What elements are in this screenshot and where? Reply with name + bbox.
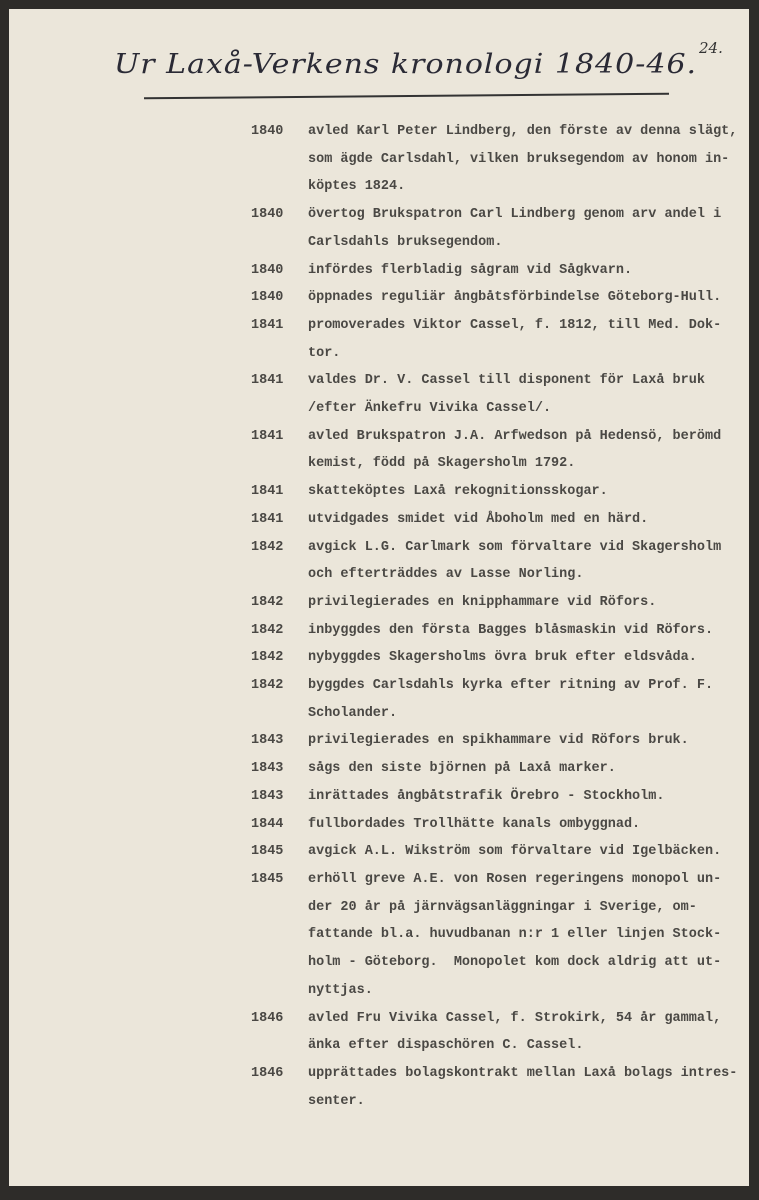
chronology-entry bbox=[242, 257, 737, 285]
entry-line: avled Karl Peter Lindberg, den förste av denna slägt, bbox=[308, 124, 738, 139]
entry-text bbox=[308, 617, 713, 645]
entry-line: byggdes Carlsdahls kyrka efter ritning av Prof. F. bbox=[308, 678, 714, 694]
entry-text bbox=[308, 672, 713, 727]
entry-text bbox=[308, 811, 640, 839]
entry-line: köptes 1824. bbox=[308, 179, 406, 195]
entry-year: 1841 bbox=[251, 511, 284, 527]
entry-line: avled Brukspatron J.A. Arfwedson på Hedensö, berömd bbox=[308, 428, 722, 444]
entry-line: Carlsdahls bruksegendom. bbox=[308, 234, 503, 250]
entry-year: 1841 bbox=[251, 428, 284, 444]
entry-line: skatteköptes Laxå rekognitionsskogar. bbox=[308, 484, 608, 500]
entry-line: infördes flerbladig sågram vid Sågkvarn. bbox=[308, 262, 633, 278]
entry-line: inrättades ångbåtstrafik Örebro - Stockholm. bbox=[308, 788, 665, 804]
entry-line: nyttjas. bbox=[308, 982, 373, 998]
chronology-entry bbox=[242, 783, 737, 811]
title-underline bbox=[144, 93, 669, 99]
chronology-entry bbox=[242, 478, 737, 506]
entry-text bbox=[308, 838, 721, 866]
entry-text bbox=[308, 478, 608, 506]
page-number: 24. bbox=[699, 39, 723, 57]
chronology-entry bbox=[242, 727, 737, 755]
entry-year: 1841 bbox=[251, 317, 284, 333]
entry-text bbox=[308, 423, 721, 478]
entry-year: 1840 bbox=[251, 207, 284, 223]
chronology-entry bbox=[242, 312, 737, 367]
entry-year: 1840 bbox=[251, 262, 284, 278]
entry-line: holm - Göteborg. Monopolet kom dock aldrig att ut- bbox=[308, 955, 722, 971]
chronology-entry bbox=[242, 617, 737, 645]
entry-text bbox=[308, 284, 721, 312]
entry-year: 1845 bbox=[251, 871, 284, 887]
entry-text bbox=[308, 506, 648, 534]
entry-line: tor. bbox=[308, 345, 341, 361]
entry-year: 1843 bbox=[251, 761, 284, 777]
entry-year: 1846 bbox=[251, 1010, 284, 1026]
entry-line: fullbordades Trollhätte kanals ombyggnad. bbox=[308, 816, 641, 832]
entry-text bbox=[308, 257, 632, 285]
chronology-entry bbox=[242, 423, 737, 478]
entry-text bbox=[308, 312, 721, 367]
entry-line: Scholander. bbox=[308, 705, 398, 721]
document-page bbox=[9, 9, 749, 1186]
entry-text bbox=[308, 367, 705, 422]
entry-line: privilegierades en spikhammare vid Röfors bruk. bbox=[308, 733, 689, 749]
entry-line: promoverades Viktor Cassel, f. 1812, till Med. Dok- bbox=[308, 317, 722, 333]
entry-line: utvidgades smidet vid Åboholm med en härd. bbox=[308, 511, 649, 527]
chronology-entry bbox=[242, 367, 737, 422]
entry-line: erhöll greve A.E. von Rosen regeringens monopol un- bbox=[308, 871, 722, 887]
entry-line: der 20 år på järnvägsanläggningar i Sverige, om- bbox=[308, 899, 697, 915]
entry-year: 1840 bbox=[251, 124, 284, 139]
chronology-entry bbox=[242, 838, 737, 866]
entry-text bbox=[308, 1060, 737, 1115]
entry-text bbox=[308, 644, 697, 672]
entry-line: senter. bbox=[308, 1093, 365, 1109]
entry-year: 1842 bbox=[251, 650, 284, 666]
chronology-entry bbox=[242, 811, 737, 839]
handwritten-title: Ur Laxå-Verkens kronologi 1840-46. bbox=[114, 48, 698, 81]
entry-year: 1841 bbox=[251, 484, 284, 500]
entry-line: privilegierades en knipphammare vid Röfors. bbox=[308, 594, 657, 610]
entry-year: 1843 bbox=[251, 733, 284, 749]
chronology-entry bbox=[242, 672, 737, 727]
entry-line: kemist, född på Skagersholm 1792. bbox=[308, 456, 576, 472]
chronology-entry bbox=[242, 284, 737, 312]
chronology-entry bbox=[242, 506, 737, 534]
chronology-entry bbox=[242, 866, 737, 1005]
entry-year: 1840 bbox=[251, 290, 284, 306]
entry-text bbox=[308, 755, 616, 783]
entry-year: 1843 bbox=[251, 788, 284, 804]
chronology-entry bbox=[242, 755, 737, 783]
entry-text bbox=[308, 534, 721, 589]
entry-line: och efterträddes av Lasse Norling. bbox=[308, 567, 584, 583]
entry-text bbox=[308, 118, 737, 201]
entry-line: valdes Dr. V. Cassel till disponent för Laxå bruk bbox=[308, 373, 705, 389]
entry-text bbox=[308, 727, 689, 755]
chronology-list bbox=[242, 118, 737, 1115]
entry-line: avgick A.L. Wikström som förvaltare vid Igelbäcken. bbox=[308, 844, 722, 860]
chronology-entry bbox=[242, 201, 737, 256]
entry-text bbox=[308, 1005, 721, 1060]
chronology-entry bbox=[242, 589, 737, 617]
entry-line: avgick L.G. Carlmark som förvaltare vid Skagersholm bbox=[308, 539, 722, 555]
entry-line: /efter Änkefru Vivika Cassel/. bbox=[308, 401, 552, 417]
entry-year: 1844 bbox=[251, 816, 284, 832]
entry-year: 1842 bbox=[251, 678, 284, 694]
entry-line: sågs den siste björnen på Laxå marker. bbox=[308, 761, 616, 777]
entry-year: 1846 bbox=[251, 1065, 284, 1081]
entry-line: övertog Brukspatron Carl Lindberg genom arv andel i bbox=[308, 207, 722, 223]
entry-line: nybyggdes Skagersholms övra bruk efter eldsvåda. bbox=[308, 650, 697, 666]
entry-line: öppnades reguliär ångbåtsförbindelse Göteborg-Hull. bbox=[308, 290, 722, 306]
entry-text bbox=[308, 589, 656, 617]
entry-text bbox=[308, 866, 721, 1005]
entry-line: inbyggdes den första Bagges blåsmaskin vid Röfors. bbox=[308, 622, 714, 638]
entry-line: fattande bl.a. huvudbanan n:r 1 eller linjen Stock- bbox=[308, 927, 722, 943]
entry-text bbox=[308, 783, 664, 811]
entry-year: 1842 bbox=[251, 594, 284, 610]
entry-line: änka efter dispaschören C. Cassel. bbox=[308, 1038, 584, 1054]
entry-year: 1842 bbox=[251, 539, 284, 555]
chronology-entry bbox=[242, 644, 737, 672]
entry-line: avled Fru Vivika Cassel, f. Strokirk, 54 år gammal, bbox=[308, 1010, 722, 1026]
chronology-entry bbox=[242, 534, 737, 589]
chronology-entry bbox=[242, 118, 737, 201]
entry-year: 1845 bbox=[251, 844, 284, 860]
chronology-entry bbox=[242, 1060, 737, 1115]
entry-line: upprättades bolagskontrakt mellan Laxå bolags intres- bbox=[308, 1065, 738, 1081]
chronology-entry bbox=[242, 1005, 737, 1060]
entry-line: som ägde Carlsdahl, vilken bruksegendom av honom in- bbox=[308, 151, 730, 167]
entry-text bbox=[308, 201, 721, 256]
entry-year: 1842 bbox=[251, 622, 284, 638]
entry-year: 1841 bbox=[251, 373, 284, 389]
